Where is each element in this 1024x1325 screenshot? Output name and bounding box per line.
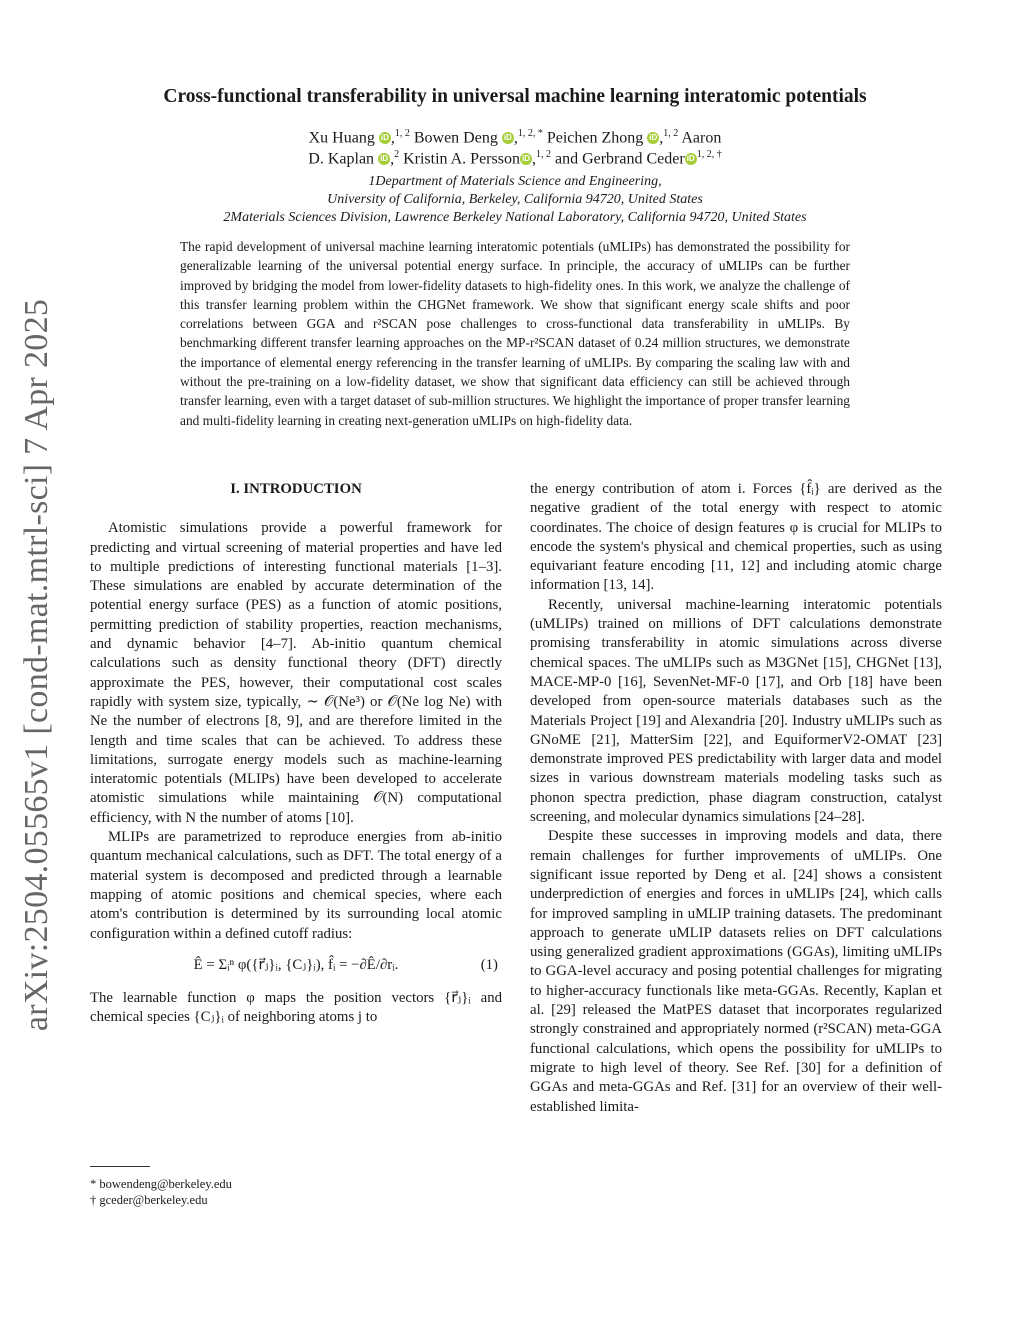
affiliation-2: 2Materials Sciences Division, Lawrence Berkeley National Laboratory, California 94720, United States — [223, 210, 807, 225]
right-column — [530, 480, 942, 1117]
authors-line-1: Xu Huang iD ,$^{1, 2}$ Bowen Deng iD ,$^{1, 2, *}$ Peichen Zhong iD ,$^{1, 2}$ Aaron — [308, 128, 722, 147]
arxiv-sidebar — [8, 300, 66, 1030]
orcid-icon[interactable]: iD — [686, 154, 695, 164]
left-column — [90, 480, 502, 1028]
footnote-2: † gceder@berkeley.edu — [90, 1193, 208, 1207]
paragraph: Recently, universal machine-learning interatomic potentials (uMLIPs) trained on millions of DFT calculations demonstrate promising transferability in atomic simulations across diverse chemical spaces. The uMLIPs such as M3GNet [15], CHGNet [13], MACE-MP-0 [16], SevenNet-MF-0 [17], and Orb [18] have been developed from open-source materials databases such as the Materials Project [19] and Alexandria [20]. Industry uMLIPs such as GNoME [21], MatterSim [22], and EquiformerV2-OMAT [23] demonstrate improved PES predictability with larger data and model sizes in various downstream materials modeling tasks such as phonon spectra prediction, phase diagram construction, catalyst screening, and molecular dynamics simulations [24–28]. — [530, 596, 942, 826]
footnote-rule — [90, 1166, 150, 1167]
orcid-icon[interactable]: iD — [521, 154, 530, 164]
orcid-icon[interactable]: iD — [380, 154, 389, 164]
section-heading: I. INTRODUCTION — [230, 481, 362, 497]
equation — [90, 956, 502, 975]
orcid-icon[interactable]: iD — [380, 133, 389, 143]
orcid-icon[interactable]: iD — [503, 133, 512, 143]
affiliation-1b: University of California, Berkeley, California 94720, United States — [327, 192, 703, 207]
arxiv-identifier: arXiv:2504.05565v1 [cond-mat.mtrl-sci] 7 Apr 2025 — [18, 298, 55, 1032]
paragraph: MLIPs are parametrized to reproduce energies from ab-initio quantum mechanical calculations, such as DFT. The total energy of a material system is decomposed and predicted through a learnable mapping of atomic positions and chemical species, where each atom's contribution is determined by its surrounding local atomic configuration within a defined cutoff radius: — [90, 829, 502, 942]
abstract: The rapid development of universal machine learning interatomic potentials (uMLIPs) has demonstrated the possibility for generalizable learning of the universal potential energy surface. In principle, the accuracy of uMLIPs can be further improved by bridging the model from lower-fidelity datasets to high-fidelity ones. In this work, we analyze the challenge of this transfer learning problem within the CHGNet framework. We show that significant energy scale shifts and poor correlations between GGA and r²SCAN pose challenges to cross-functional data transferability in uMLIPs. By benchmarking different transfer learning approaches on the MP-r²SCAN dataset of 0.24 million structures, we demonstrate the importance of elemental energy referencing in the transfer learning of uMLIPs. By comparing the scaling law with and without the pre-training on a low-fidelity dataset, we show that significant data efficiency can still be achieved through transfer learning, even with a target dataset of sub-million structures. We highlight the importance of proper transfer learning and multi-fidelity learning in creating next-generation uMLIPs on high-fidelity data. — [180, 239, 850, 428]
equation-body: Ê = Σᵢⁿ φ({r⃗ⱼ}ᵢ, {Cⱼ}ᵢ), f̂ᵢ = −∂Ê/∂rᵢ. — [193, 956, 399, 973]
footnote-1: * bowendeng@berkeley.edu — [90, 1177, 232, 1191]
equation-number: (1) — [480, 956, 498, 973]
paragraph: Atomistic simulations provide a powerful framework for predicting and virtual screening of material properties and have led to multiple predictions of interesting functional materials [1–3]. These simulations are enabled by accurate determination of the potential energy surface (PES) as a function of atomic positions, permitting prediction of stability properties, reaction mechanisms, and dynamic behavior [4–7]. Ab-initio quantum chemical calculations such as density functional theory (DFT) directly approximate the PES, however, their computational cost scales rapidly with system size, typically, ∼ 𝒪(Ne³) or 𝒪(Ne log Ne) with Ne the number of electrons [8, 9], and are therefore limited in the length and time scales that can be achieved. To address these limitations, surrogate energy models such as machine-learning interatomic potentials (MLIPs) have been developed to accelerate atomistic simulations while maintaining 𝒪(N) computational efficiency, with N the number of atoms [10]. — [90, 520, 502, 826]
paragraph: Despite these successes in improving models and data, there remain challenges for further improvements of uMLIPs. One significant issue reported by Deng et al. [24] shows a consistent underprediction of energies and forces in uMLIPs [24], which calls for improved sampling in uMLIP training datasets. The predominant approach to generate uMLIP datasets relies on DFT calculations using generalized gradient approximations (GGAs), limiting uMLIPs to GGA-level accuracy and posing potential challenges for migrating to higher-accuracy functionals like meta-GGAs. Recently, Kaplan et al. [29] released the MatPES dataset that incorporates regularized strongly constrained and appropriately normed (r²SCAN) meta-GGA functional calculations, which opens the possibility for uMLIPs to migrate to high level of theory. See Ref. [30] for a definition of GGAs and meta-GGAs and Ref. [31] for an overview of their well-established limita- — [530, 828, 942, 1115]
paragraph: the energy contribution of atom i. Forces {f̂ᵢ} are derived as the negative gradient of the total energy with respect to atomic coordinates. The choice of design features φ is crucial for MLIPs to encode the system's physical and chemical properties, such as using equivariant feature encoding [11, 12] and including atomic charge information [13, 14]. — [530, 481, 942, 594]
paragraph: The learnable function φ maps the position vectors {r⃗ⱼ}ᵢ and chemical species {Cⱼ}ᵢ of neighboring atoms j to — [90, 990, 502, 1026]
affiliation-1a: 1Department of Materials Science and Engineering, — [368, 174, 662, 189]
orcid-icon[interactable]: iD — [649, 133, 658, 143]
authors-line-2: D. Kaplan iD ,$^2$ Kristin A. Persson iD ,$^{1, 2}$ and Gerbrand Ceder iD $^{1, 2, \dagger}$ — [308, 149, 722, 168]
paper-title: Cross-functional transferability in universal machine learning interatomic potentials — [163, 86, 867, 107]
